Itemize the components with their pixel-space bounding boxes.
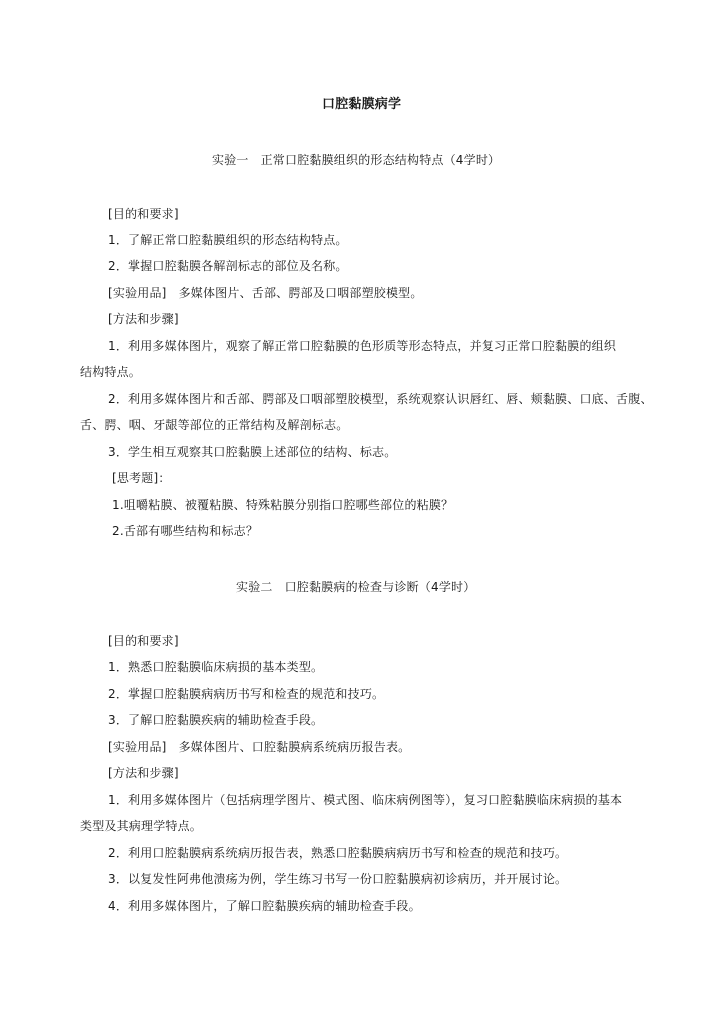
experiment-1-title: 正常口腔黏膜组织的形态结构特点（4学时） bbox=[260, 153, 501, 167]
experiment-2-heading bbox=[236, 580, 475, 594]
exp2-supplies-label: [实验用品] bbox=[108, 740, 167, 754]
experiment-2-number: 实验二 bbox=[236, 580, 273, 594]
exp1-methods-label: [方法和步骤] bbox=[108, 312, 179, 326]
exp1-purpose-label: [目的和要求] bbox=[108, 207, 179, 221]
exp2-purpose-label: [目的和要求] bbox=[108, 634, 179, 648]
exp2-purpose-item: 2．掌握口腔黏膜病病历书写和检查的规范和技巧。 bbox=[108, 687, 385, 701]
exp1-purpose-item: 2．掌握口腔黏膜各解剖标志的部位及名称。 bbox=[108, 259, 348, 273]
exp2-step-4: 4．利用多媒体图片，了解口腔黏膜疾病的辅助检查手段。 bbox=[108, 899, 421, 913]
exp1-step-2-line-2: 舌、腭、咽、牙龈等部位的正常结构及解剖标志。 bbox=[80, 418, 349, 432]
exp1-think-question: 2.舌部有哪些结构和标志？ bbox=[112, 524, 259, 538]
experiment-2-title: 口腔黏膜病的检查与诊断（4学时） bbox=[284, 580, 476, 594]
exp2-supplies bbox=[108, 740, 410, 754]
exp1-step-1-line-1: 1．利用多媒体图片，观察了解正常口腔黏膜的色形质等形态特点，并复习正常口腔黏膜的组织 bbox=[108, 339, 617, 353]
exp1-think-label: [思考题]： bbox=[112, 471, 171, 485]
exp1-step-3: 3．学生相互观察其口腔黏膜上述部位的结构、标志。 bbox=[108, 445, 397, 459]
exp1-supplies bbox=[108, 286, 423, 300]
exp2-purpose-item: 1．熟悉口腔黏膜临床病损的基本类型。 bbox=[108, 660, 324, 674]
experiment-1-number: 实验一 bbox=[212, 153, 249, 167]
exp1-step-2-line-1: 2．利用多媒体图片和舌部、腭部及口咽部塑胶模型，系统观察认识唇红、唇、颊黏膜、口底、舌腹、 bbox=[108, 392, 653, 406]
document-title: 口腔黏膜病学 bbox=[322, 97, 402, 112]
exp1-think-question: 1.咀嚼粘膜、被覆粘膜、特殊粘膜分别指口腔哪些部位的粘膜？ bbox=[112, 498, 454, 512]
exp1-purpose-item: 1．了解正常口腔黏膜组织的形态结构特点。 bbox=[108, 233, 348, 247]
exp2-methods-label: [方法和步骤] bbox=[108, 766, 179, 780]
exp2-supplies-text: 多媒体图片、口腔黏膜病系统病历报告表。 bbox=[178, 740, 411, 754]
exp2-step-3: 3．以复发性阿弗他溃疡为例，学生练习书写一份口腔黏膜病初诊病历，并开展讨论。 bbox=[108, 872, 568, 886]
exp2-purpose-item: 3．了解口腔黏膜疾病的辅助检查手段。 bbox=[108, 713, 324, 727]
exp1-supplies-label: [实验用品] bbox=[108, 286, 167, 300]
exp2-step-2: 2．利用口腔黏膜病系统病历报告表，熟悉口腔黏膜病病历书写和检查的规范和技巧。 bbox=[108, 846, 568, 860]
exp2-step-1-line-2: 类型及其病理学特点。 bbox=[80, 819, 203, 833]
exp1-supplies-text: 多媒体图片、舌部、腭部及口咽部塑胶模型。 bbox=[178, 286, 423, 300]
exp1-step-1-line-2: 结构特点。 bbox=[80, 365, 142, 379]
exp2-step-1-line-1: 1．利用多媒体图片（包括病理学图片、模式图、临床病例图等），复习口腔黏膜临床病损的基本 bbox=[108, 793, 623, 807]
experiment-1-heading bbox=[212, 153, 500, 167]
